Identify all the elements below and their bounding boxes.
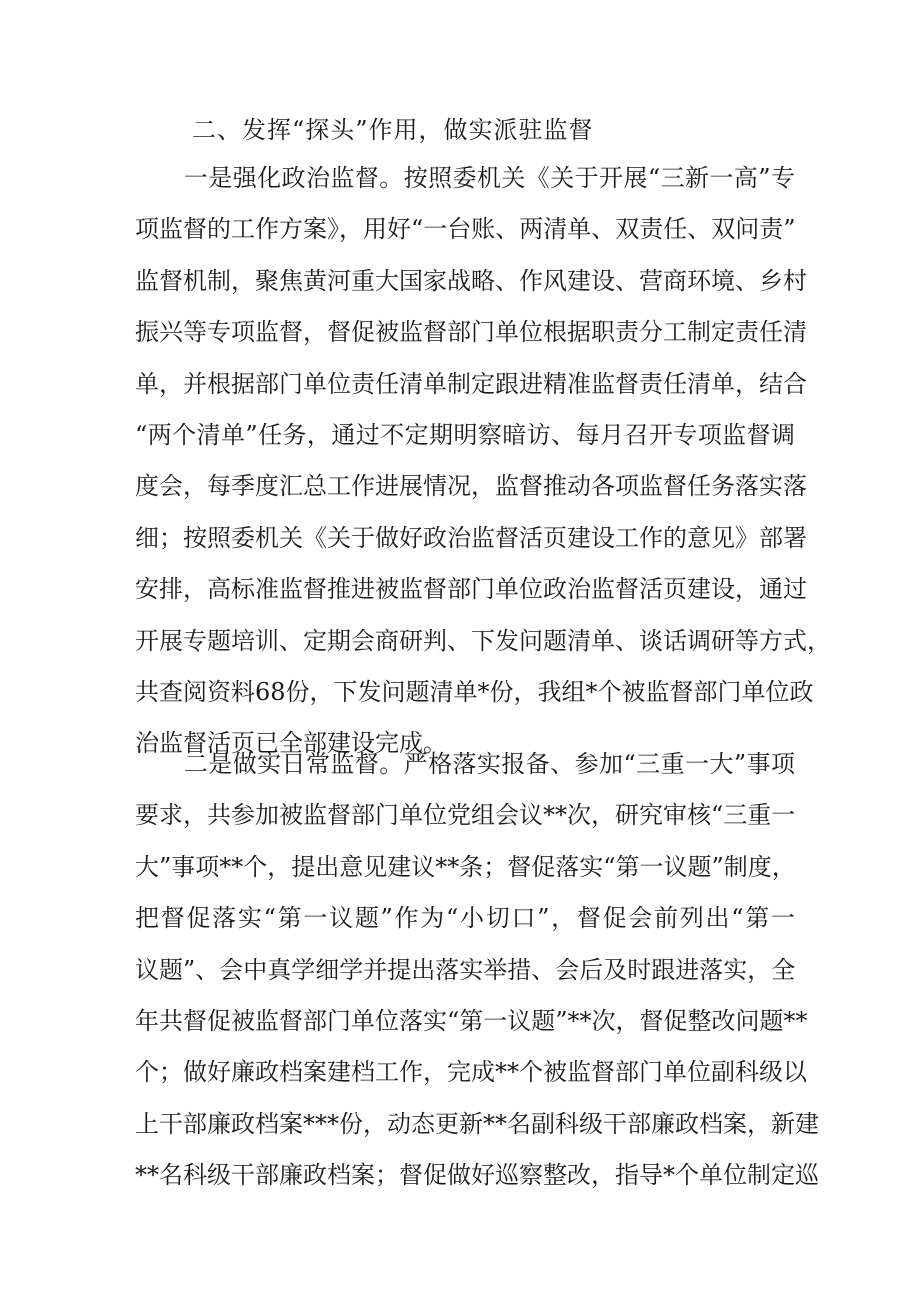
text-line: **名科级干部廉政档案；督促做好巡察整改，指导*个单位制定巡 bbox=[135, 1161, 819, 1190]
text-line: 振兴等专项监督，督促被监督部门单位根据职责分工制定责任清 bbox=[135, 318, 807, 347]
text-line: 年共督促被监督部门单位落实“第一议题”**次，督促整改问题** bbox=[135, 1007, 808, 1036]
paragraph-political-supervision bbox=[135, 153, 831, 770]
text-line: 细；按照委机关《关于做好政治监督活页建设工作的意见》部署 bbox=[135, 523, 807, 552]
text-line: 单，并根据部门单位责任清单制定跟进精准监督责任清单，结合 bbox=[135, 369, 807, 398]
text-line: 个；做好廉政档案建档工作，完成**个被监督部门单位副科级以 bbox=[135, 1058, 807, 1087]
text-line: 上干部廉政档案***份，动态更新**名副科级干部廉政档案，新建 bbox=[135, 1109, 819, 1138]
text-line: 要求，共参加被监督部门单位党组会议**次，研究审核“三重一 bbox=[135, 801, 796, 830]
paragraph-daily-supervision bbox=[135, 739, 819, 1202]
text-line: 开展专题培训、定期会商研判、下发问题清单、谈话调研等方式， bbox=[135, 626, 831, 655]
text-line: 二是做实日常监督。严格落实报备、参加“三重一大”事项 bbox=[135, 750, 795, 778]
text-line: 共查阅资料68份，下发问题清单*份，我组*个被监督部门单位政 bbox=[135, 678, 814, 707]
text-line: “两个清单”任务，通过不定期明察暗访、每月召开专项监督调 bbox=[135, 421, 795, 450]
text-line: 大”事项**个，提出意见建议**条；督促落实“第一议题”制度， bbox=[135, 852, 796, 881]
text-line: 度会，每季度汇总工作进展情况，监督推动各项监督任务落实落 bbox=[135, 472, 807, 501]
text-line: 监督机制，聚焦黄河重大国家战略、作风建设、营商环境、乡村 bbox=[135, 266, 807, 295]
section-heading: 二、发挥“探头”作用，做实派驻监督 bbox=[192, 116, 594, 144]
text-line: 议题”、会中真学细学并提出落实举措、会后及时跟进落实，全 bbox=[135, 955, 796, 984]
text-line: 项监督的工作方案》，用好“一台账、两清单、双责任、双问责” bbox=[135, 215, 796, 244]
text-line: 治监督活页已全部建设完成。 bbox=[135, 729, 447, 758]
text-line: 把督促落实“第一议题”作为“小切口”，督促会前列出“第一 bbox=[135, 904, 795, 933]
text-line: 安排，高标准监督推进被监督部门单位政治监督活页建设，通过 bbox=[135, 575, 807, 604]
text-line: 一是强化政治监督。按照委机关《关于开展“三新一高”专 bbox=[135, 164, 795, 192]
